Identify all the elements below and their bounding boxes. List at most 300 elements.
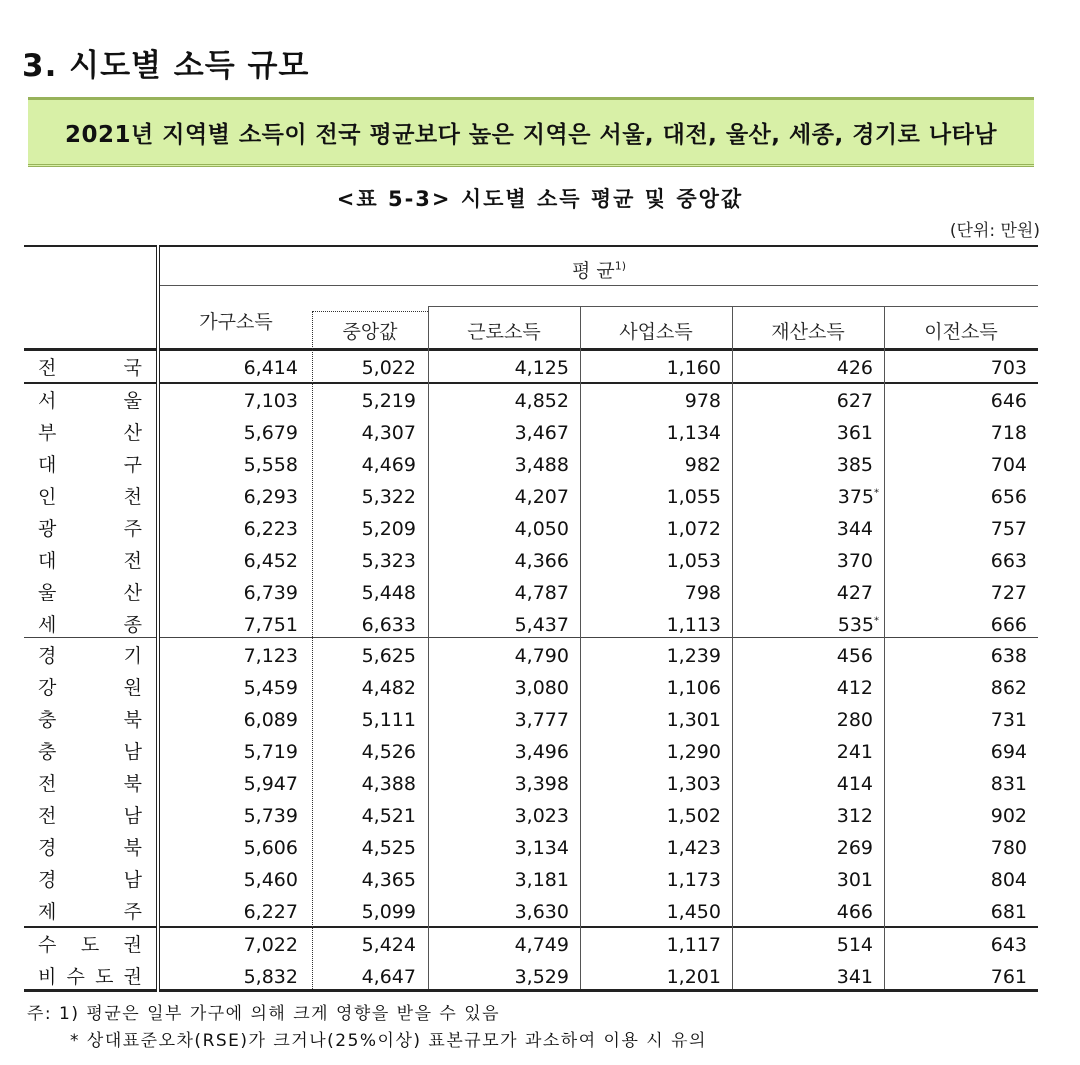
value-cell: [907, 513, 1027, 545]
value-cell: [449, 704, 569, 736]
value-text: 7,022: [243, 934, 298, 956]
value-text: 466: [836, 901, 873, 923]
value-cell: [601, 513, 721, 545]
value-cell: [178, 640, 298, 672]
value-cell: [753, 672, 873, 704]
table-row: [24, 449, 1038, 481]
value-text: 862: [990, 677, 1027, 699]
value-cell: [907, 577, 1027, 609]
region-char: 부: [38, 422, 57, 444]
value-text: 718: [990, 422, 1027, 444]
group-header-rule: [160, 285, 1038, 286]
value-text: 3,630: [514, 901, 569, 923]
region-char: 산: [123, 422, 142, 444]
value-cell: [601, 352, 721, 384]
value-cell: [296, 832, 416, 864]
region-char: 전: [38, 805, 57, 827]
region-char: 도: [80, 934, 100, 956]
footnote-rse: * 상대표준오차(RSE)가 크거나(25%이상) 표본규모가 과소하여 이용 시 유의: [70, 1031, 707, 1051]
table-row: [24, 513, 1038, 545]
value-cell: [907, 768, 1027, 800]
value-text: 757: [990, 518, 1027, 540]
value-text: 4,207: [514, 486, 569, 508]
value-text: 3,080: [514, 677, 569, 699]
table-row: [24, 385, 1038, 417]
value-text: 663: [990, 550, 1027, 572]
value-text: 341: [836, 966, 873, 988]
value-text: 4,482: [361, 677, 416, 699]
region-name: [34, 577, 146, 609]
region-name: [34, 832, 146, 864]
value-cell: [759, 481, 879, 513]
value-cell: [449, 513, 569, 545]
table-row: [24, 832, 1038, 864]
value-text: 344: [836, 518, 873, 540]
region-char: 서: [38, 390, 57, 412]
value-cell: [753, 449, 873, 481]
value-text: 5,111: [361, 709, 416, 731]
value-text: 385: [836, 454, 873, 476]
value-text: 703: [990, 357, 1027, 379]
value-text: 978: [684, 390, 721, 412]
value-cell: [296, 736, 416, 768]
value-cell: [601, 577, 721, 609]
table-caption: <표 5-3> 시도별 소득 평균 및 중앙값: [336, 187, 744, 211]
value-cell: [296, 929, 416, 961]
region-char: 울: [38, 582, 57, 604]
value-cell: [296, 864, 416, 896]
group-header-footnote-mark: 1): [614, 259, 627, 273]
value-cell: [178, 961, 298, 993]
value-cell: [753, 640, 873, 672]
value-cell: [907, 449, 1027, 481]
value-text: 1,134: [666, 422, 721, 444]
table-row: [24, 929, 1038, 961]
region-name: [34, 609, 146, 641]
region-char: 제: [38, 901, 57, 923]
value-cell: [753, 545, 873, 577]
value-text: 3,777: [514, 709, 569, 731]
value-cell: [753, 577, 873, 609]
value-cell: [178, 832, 298, 864]
value-cell: [178, 545, 298, 577]
value-cell: [753, 832, 873, 864]
summary-banner: 2021년 지역별 소득이 전국 평균보다 높은 지역은 서울, 대전, 울산, 세종, 경기로 나타남: [28, 97, 1034, 167]
value-cell: [449, 577, 569, 609]
value-text: 5,322: [361, 486, 416, 508]
value-text: 535: [837, 614, 874, 636]
value-cell: [753, 513, 873, 545]
value-text: 694: [990, 741, 1027, 763]
value-cell: [449, 929, 569, 961]
value-cell: [907, 417, 1027, 449]
region-char: 구: [123, 454, 142, 476]
region-name: [34, 449, 146, 481]
value-cell: [296, 640, 416, 672]
value-cell: [449, 481, 569, 513]
value-cell: [296, 768, 416, 800]
value-cell: [907, 640, 1027, 672]
value-cell: [296, 513, 416, 545]
value-text: 4,749: [514, 934, 569, 956]
region-char: 전: [38, 357, 57, 379]
region-char: 도: [95, 966, 114, 988]
value-cell: [178, 577, 298, 609]
region-name: [34, 513, 146, 545]
value-cell: [601, 640, 721, 672]
value-text: 5,558: [243, 454, 298, 476]
value-text: 5,739: [243, 805, 298, 827]
section-title: 3. 시도별 소득 규모: [22, 48, 310, 84]
value-cell: [907, 832, 1027, 864]
value-text: 241: [836, 741, 873, 763]
value-text: 7,751: [243, 614, 298, 636]
region-name: [34, 896, 146, 928]
value-cell: [178, 513, 298, 545]
value-cell: [296, 896, 416, 928]
value-text: 426: [836, 357, 873, 379]
region-char: 비: [38, 966, 57, 988]
region-char: 충: [38, 709, 57, 731]
value-cell: [178, 929, 298, 961]
region-char: 기: [123, 645, 142, 667]
value-text: 681: [990, 901, 1027, 923]
value-cell: [296, 417, 416, 449]
region-name: [34, 545, 146, 577]
table-row: [24, 864, 1038, 896]
value-text: 7,123: [243, 645, 298, 667]
value-cell: [178, 385, 298, 417]
value-text: 6,739: [243, 582, 298, 604]
table-row: [24, 352, 1038, 384]
value-cell: [178, 864, 298, 896]
value-text: 3,496: [514, 741, 569, 763]
value-cell: [449, 896, 569, 928]
region-char: 충: [38, 741, 57, 763]
value-text: 4,647: [361, 966, 416, 988]
region-char: 전: [38, 773, 57, 795]
value-text: 646: [990, 390, 1027, 412]
value-cell: [907, 545, 1027, 577]
value-text: 5,219: [361, 390, 416, 412]
region-name: [34, 352, 146, 384]
table-row: [24, 672, 1038, 704]
value-text: 761: [990, 966, 1027, 988]
value-text: 4,307: [361, 422, 416, 444]
value-text: 798: [684, 582, 721, 604]
value-text: 6,633: [361, 614, 416, 636]
value-text: 3,398: [514, 773, 569, 795]
value-cell: [296, 672, 416, 704]
value-cell: [601, 896, 721, 928]
value-text: 4,388: [361, 773, 416, 795]
value-cell: [601, 481, 721, 513]
value-cell: [296, 352, 416, 384]
value-text: 4,365: [361, 869, 416, 891]
region-name: [34, 481, 146, 513]
value-text: 312: [836, 805, 873, 827]
value-text: 412: [836, 677, 873, 699]
value-cell: [178, 704, 298, 736]
value-cell: [449, 800, 569, 832]
value-text: 6,293: [243, 486, 298, 508]
value-text: 4,050: [514, 518, 569, 540]
value-text: 5,625: [361, 645, 416, 667]
value-cell: [907, 736, 1027, 768]
value-text: 6,452: [243, 550, 298, 572]
value-text: 7,103: [243, 390, 298, 412]
value-text: 5,099: [361, 901, 416, 923]
region-char: 주: [123, 518, 142, 540]
value-cell: [907, 385, 1027, 417]
region-char: 울: [123, 390, 142, 412]
value-text: 301: [836, 869, 873, 891]
group-header-label: 평 균: [571, 260, 615, 282]
median-header-dotted-top: [312, 311, 428, 312]
value-text: 6,227: [243, 901, 298, 923]
value-text: 5,437: [514, 614, 569, 636]
region-char: 남: [123, 741, 142, 763]
value-text: 982: [684, 454, 721, 476]
value-text: 4,525: [361, 837, 416, 859]
value-cell: [449, 768, 569, 800]
rse-mark: *: [874, 487, 879, 499]
value-cell: [753, 417, 873, 449]
value-cell: [753, 864, 873, 896]
value-cell: [449, 832, 569, 864]
region-char: 권: [123, 966, 142, 988]
value-text: 4,526: [361, 741, 416, 763]
value-text: 375: [837, 486, 874, 508]
value-cell: [907, 672, 1027, 704]
region-name: [34, 800, 146, 832]
value-text: 4,521: [361, 805, 416, 827]
col-header-business-income: 사업소득: [619, 321, 693, 343]
region-char: 경: [38, 869, 57, 891]
region-char: 수: [66, 966, 85, 988]
value-cell: [449, 545, 569, 577]
value-cell: [753, 352, 873, 384]
rse-mark: *: [874, 615, 879, 627]
region-char: 남: [123, 869, 142, 891]
value-text: 514: [836, 934, 873, 956]
value-cell: [449, 864, 569, 896]
value-cell: [296, 481, 416, 513]
value-text: 643: [990, 934, 1027, 956]
region-name: [34, 929, 146, 961]
value-cell: [601, 545, 721, 577]
value-cell: [907, 481, 1027, 513]
value-cell: [907, 352, 1027, 384]
value-cell: [601, 768, 721, 800]
value-text: 361: [836, 422, 873, 444]
value-text: 5,022: [361, 357, 416, 379]
value-cell: [178, 449, 298, 481]
value-text: 6,089: [243, 709, 298, 731]
table-row: [24, 545, 1038, 577]
region-char: 국: [123, 357, 142, 379]
value-cell: [601, 449, 721, 481]
table-top-border: [24, 245, 1038, 247]
region-char: 수: [38, 934, 57, 956]
col-header-labor-income: 근로소득: [467, 321, 541, 343]
value-cell: [449, 609, 569, 641]
value-text: 269: [836, 837, 873, 859]
value-text: 804: [990, 869, 1027, 891]
value-cell: [753, 929, 873, 961]
value-text: 427: [836, 582, 873, 604]
col-header-transfer-income: 이전소득: [924, 321, 998, 343]
table-row: [24, 417, 1038, 449]
value-cell: [753, 704, 873, 736]
value-cell: [178, 352, 298, 384]
value-text: 414: [836, 773, 873, 795]
value-cell: [449, 385, 569, 417]
value-text: 4,787: [514, 582, 569, 604]
value-text: 4,852: [514, 390, 569, 412]
value-text: 3,529: [514, 966, 569, 988]
region-char: 남: [123, 805, 142, 827]
value-text: 1,106: [666, 677, 721, 699]
value-text: 1,423: [666, 837, 721, 859]
value-cell: [178, 800, 298, 832]
value-cell: [753, 800, 873, 832]
value-cell: [178, 736, 298, 768]
value-text: 3,181: [514, 869, 569, 891]
value-cell: [449, 672, 569, 704]
value-text: 4,366: [514, 550, 569, 572]
region-name: [34, 672, 146, 704]
value-cell: [601, 417, 721, 449]
value-text: 1,160: [666, 357, 721, 379]
value-cell: [907, 609, 1027, 641]
value-text: 5,947: [243, 773, 298, 795]
value-text: 704: [990, 454, 1027, 476]
value-cell: [296, 704, 416, 736]
subheader-rule: [428, 306, 1038, 307]
value-text: 5,679: [243, 422, 298, 444]
table-row: [24, 704, 1038, 736]
value-text: 5,832: [243, 966, 298, 988]
value-cell: [296, 609, 416, 641]
value-text: 1,239: [666, 645, 721, 667]
col-header-property-income: 재산소득: [771, 321, 845, 343]
value-cell: [296, 449, 416, 481]
region-char: 북: [123, 709, 142, 731]
region-char: 천: [123, 486, 142, 508]
table-row: [24, 768, 1038, 800]
value-cell: [753, 385, 873, 417]
value-text: 5,323: [361, 550, 416, 572]
region-char: 대: [38, 454, 57, 476]
value-cell: [907, 896, 1027, 928]
value-text: 1,502: [666, 805, 721, 827]
table-row: [24, 577, 1038, 609]
region-name: [34, 417, 146, 449]
value-text: 5,460: [243, 869, 298, 891]
value-text: 5,606: [243, 837, 298, 859]
region-char: 종: [123, 614, 142, 636]
value-cell: [601, 385, 721, 417]
value-cell: [178, 672, 298, 704]
value-cell: [753, 768, 873, 800]
value-cell: [296, 577, 416, 609]
value-text: 727: [990, 582, 1027, 604]
value-cell: [178, 417, 298, 449]
value-cell: [178, 609, 298, 641]
value-text: 902: [990, 805, 1027, 827]
value-text: 4,790: [514, 645, 569, 667]
header-bottom-border: [24, 348, 1038, 351]
region-char: 경: [38, 645, 57, 667]
value-text: 3,488: [514, 454, 569, 476]
footnote-1: 주: 1) 평균은 일부 가구에 의해 크게 영향을 받을 수 있음: [27, 1004, 501, 1024]
region-char: 주: [123, 901, 142, 923]
value-text: 6,414: [243, 357, 298, 379]
table-row: [24, 961, 1038, 993]
value-cell: [601, 832, 721, 864]
value-text: 4,125: [514, 357, 569, 379]
value-cell: [449, 961, 569, 993]
value-cell: [296, 961, 416, 993]
value-text: 6,223: [243, 518, 298, 540]
group-header: [160, 256, 1038, 283]
region-name: [34, 385, 146, 417]
region-name: [34, 640, 146, 672]
value-text: 831: [990, 773, 1027, 795]
region-name: [34, 961, 146, 993]
value-text: 780: [990, 837, 1027, 859]
value-cell: [178, 896, 298, 928]
value-cell: [753, 961, 873, 993]
table-row: [24, 800, 1038, 832]
value-text: 638: [990, 645, 1027, 667]
income-table: [24, 245, 1038, 992]
region-char: 경: [38, 837, 57, 859]
value-cell: [449, 449, 569, 481]
value-cell: [907, 864, 1027, 896]
value-cell: [449, 352, 569, 384]
value-text: 1,072: [666, 518, 721, 540]
value-cell: [907, 800, 1027, 832]
value-text: 5,448: [361, 582, 416, 604]
region-char: 산: [123, 582, 142, 604]
value-cell: [759, 609, 879, 641]
value-text: 1,173: [666, 869, 721, 891]
col-header-median: 중앙값: [342, 321, 398, 343]
value-text: 370: [836, 550, 873, 572]
value-text: 1,301: [666, 709, 721, 731]
table-row: [24, 896, 1038, 928]
table-row: [24, 481, 1038, 513]
value-cell: [296, 545, 416, 577]
region-char: 권: [123, 934, 142, 956]
value-text: 3,467: [514, 422, 569, 444]
value-text: 280: [836, 709, 873, 731]
region-char: 대: [38, 550, 57, 572]
value-cell: [296, 800, 416, 832]
value-cell: [907, 929, 1027, 961]
table-row: [24, 736, 1038, 768]
value-text: 1,053: [666, 550, 721, 572]
value-cell: [601, 929, 721, 961]
value-text: 1,201: [666, 966, 721, 988]
region-char: 전: [123, 550, 142, 572]
region-char: 원: [123, 677, 142, 699]
region-char: 강: [38, 677, 57, 699]
region-name: [34, 736, 146, 768]
value-cell: [601, 704, 721, 736]
